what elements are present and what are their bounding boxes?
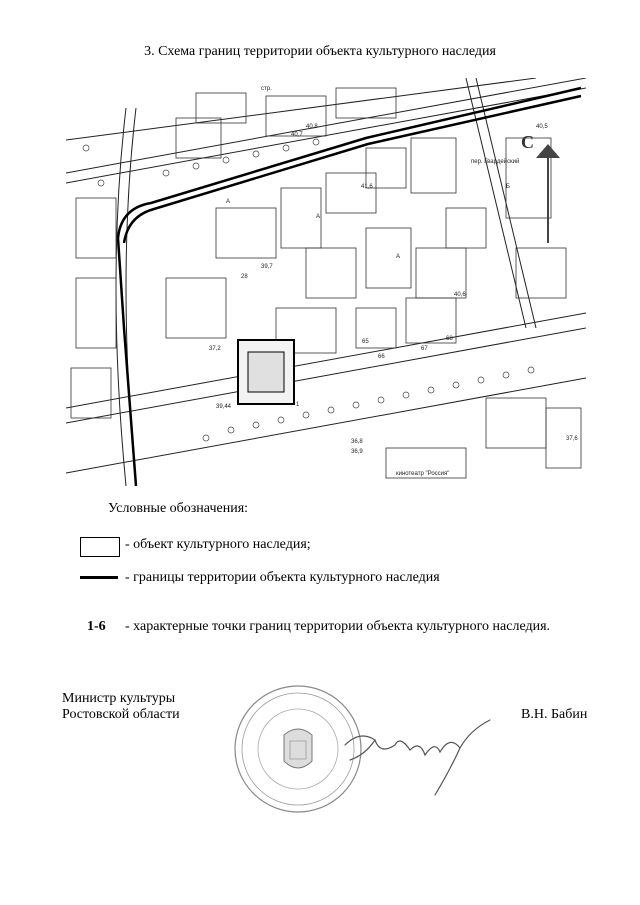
signer-position-line1: Министр культуры: [62, 691, 176, 706]
signer-position-line2: Ростовской области: [62, 707, 180, 722]
legend-object-symbol: [80, 537, 120, 557]
map-label: 65: [362, 339, 369, 345]
map-label: 41,6: [361, 184, 373, 190]
legend-points-text: - характерные точки границ территории объекта культурного наследия.: [125, 619, 551, 634]
north-label: С: [521, 132, 534, 152]
map-label: кинотеатр "Россия": [396, 471, 450, 477]
map-label: 36,9: [351, 449, 363, 455]
page-title: 3. Схема границ территории объекта культурного наследия: [144, 44, 496, 59]
map-label: 37,6: [566, 436, 578, 442]
legend-object-text: - объект культурного наследия;: [125, 537, 311, 552]
map-label: А: [316, 214, 321, 220]
map-label: А: [226, 199, 231, 205]
map-label: 1: [296, 402, 300, 408]
map-label: 39,7: [261, 264, 273, 270]
map-label: пер. Гвардейский: [471, 159, 520, 165]
legend-boundary-symbol: [80, 576, 118, 579]
map-label: 66: [378, 354, 385, 360]
map-label: 39,44: [216, 404, 232, 410]
map-label: 67: [421, 346, 428, 352]
handwritten-signature: [340, 700, 500, 800]
legend-title: Условные обозначения:: [108, 501, 249, 516]
heritage-object: [238, 340, 294, 404]
legend-boundary-text: - границы территории объекта культурного наследия: [125, 570, 440, 585]
map-label: Б: [506, 184, 510, 190]
cadastral-map: [66, 78, 586, 486]
map-label: 68: [446, 336, 453, 342]
map-label: А: [396, 254, 401, 260]
map-label: 37,2: [209, 346, 221, 352]
legend-points-key: 1-6: [87, 619, 106, 634]
map-label: стр.: [261, 86, 272, 92]
map-label: 40,7: [291, 132, 303, 138]
map-label: 40,5: [536, 124, 548, 130]
map-label: 28: [241, 274, 248, 280]
map-label: 40,8: [306, 124, 318, 130]
map-label: 40,6: [454, 292, 466, 298]
signer-name: В.Н. Бабин: [521, 707, 588, 722]
map-label: 36,8: [351, 439, 363, 445]
